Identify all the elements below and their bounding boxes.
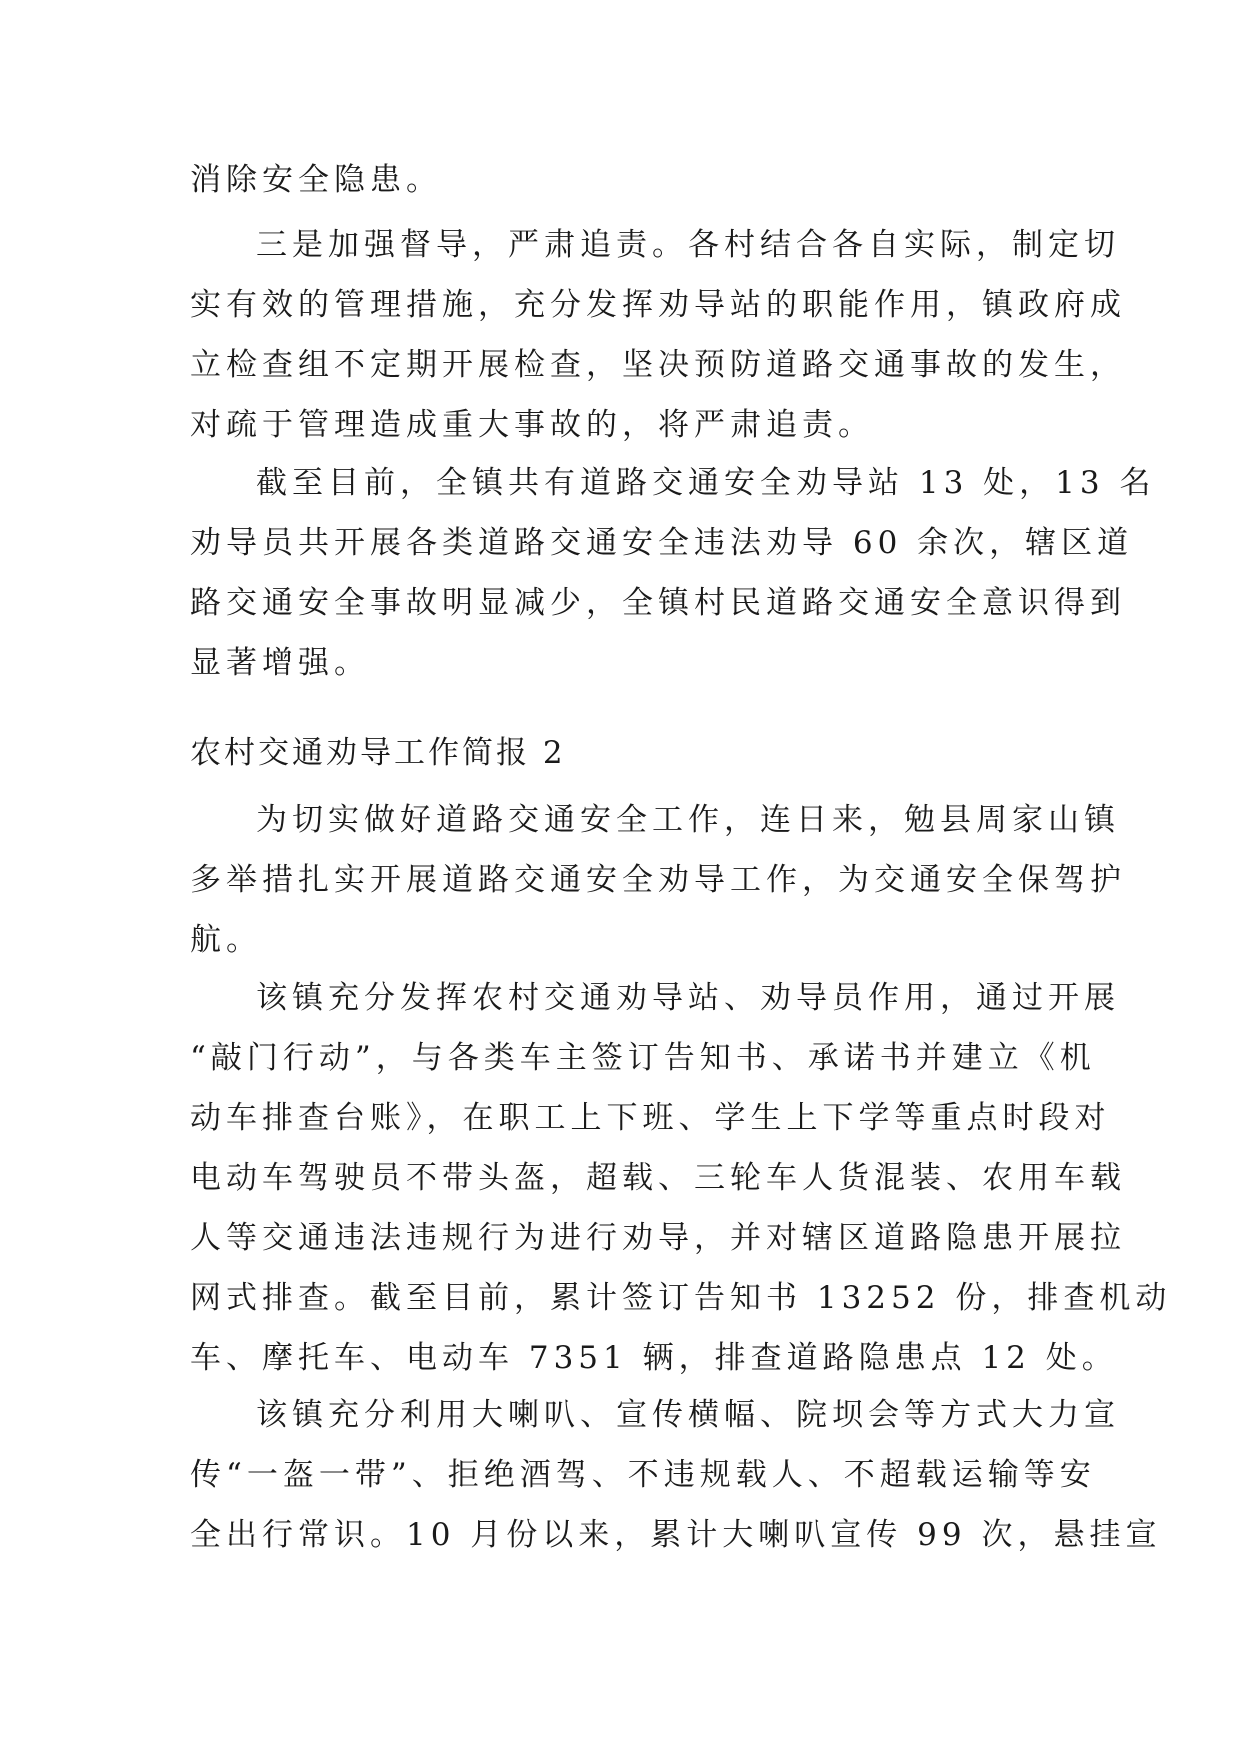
section-title-text: 农村交通劝导工作简报 2 xyxy=(190,735,566,771)
text-line: “敲门行动”，与各类车主签订告知书、承诺书并建立《机 xyxy=(190,1040,1096,1076)
text-line: 为切实做好道路交通安全工作，连日来，勉县周家山镇 xyxy=(256,802,1120,838)
paragraph-summary xyxy=(190,453,1156,693)
paragraph-supervision xyxy=(190,215,1126,455)
text-line: 对疏于管理造成重大事故的，将严肃追责。 xyxy=(190,407,874,443)
text-line: 车、摩托车、电动车 7351 辆，排查道路隐患点 12 处。 xyxy=(190,1340,1118,1376)
text-line: 路交通安全事故明显减少，全镇村民道路交通安全意识得到 xyxy=(190,585,1126,621)
text-line: 网式排查。截至目前，累计签订告知书 13252 份，排查机动 xyxy=(190,1280,1172,1316)
paragraph-top-continuation xyxy=(190,150,1070,210)
text-line: 实有效的管理措施，充分发挥劝导站的职能作用，镇政府成 xyxy=(190,287,1126,323)
text-line: 该镇充分利用大喇叭、宣传横幅、院坝会等方式大力宣 xyxy=(256,1397,1120,1433)
paragraph-intro xyxy=(190,790,1126,970)
text-line: 显著增强。 xyxy=(190,645,370,681)
paragraph-publicity xyxy=(190,1385,1162,1565)
text-line: 立检查组不定期开展检查，坚决预防道路交通事故的发生， xyxy=(190,347,1126,383)
text-line: 三是加强督导，严肃追责。各村结合各自实际，制定切 xyxy=(256,227,1120,263)
text-line: 该镇充分发挥农村交通劝导站、劝导员作用，通过开展 xyxy=(256,980,1120,1016)
text-line: 传“一盔一带”、拒绝酒驾、不违规载人、不超载运输等安 xyxy=(190,1457,1096,1493)
text-line: 动车排查台账》，在职工上下班、学生上下学等重点时段对 xyxy=(190,1100,1111,1136)
text-line: 消除安全隐患。 xyxy=(190,162,442,198)
text-line: 截至目前，全镇共有道路交通安全劝导站 13 处，13 名 xyxy=(256,465,1156,501)
paragraph-actions xyxy=(190,968,1172,1388)
section-title xyxy=(190,723,1070,783)
text-line: 劝导员共开展各类道路交通安全违法劝导 60 余次，辖区道 xyxy=(190,525,1134,561)
text-line: 电动车驾驶员不带头盔，超载、三轮车人货混装、农用车载 xyxy=(190,1160,1126,1196)
text-line: 全出行常识。10 月份以来，累计大喇叭宣传 99 次，悬挂宣 xyxy=(190,1517,1162,1553)
text-line: 航。 xyxy=(190,922,262,958)
text-line: 多举措扎实开展道路交通安全劝导工作，为交通安全保驾护 xyxy=(190,862,1126,898)
text-line: 人等交通违法违规行为进行劝导，并对辖区道路隐患开展拉 xyxy=(190,1220,1126,1256)
